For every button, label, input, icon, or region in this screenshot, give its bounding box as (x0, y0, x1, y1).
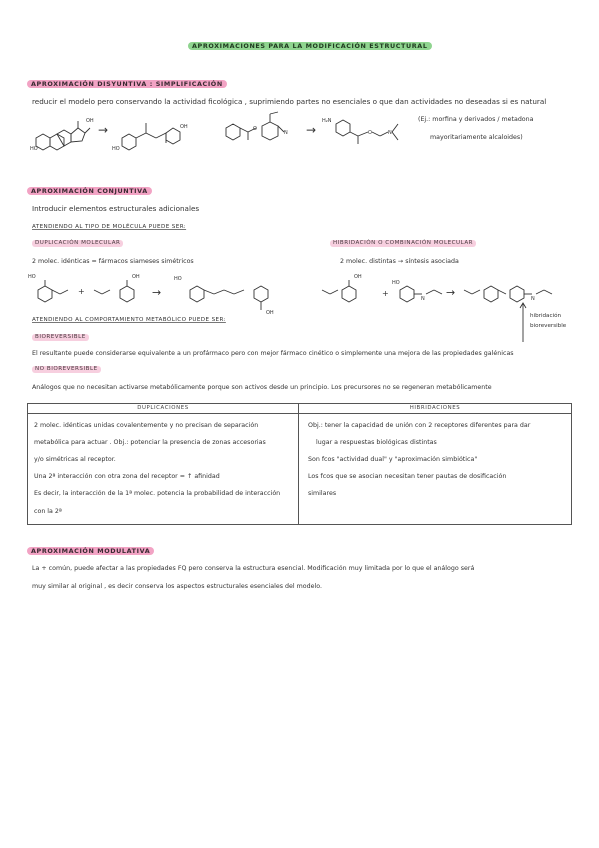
dup-line-2: metabólica para actuar . Obj.: potenciar la presencia de zonas accesorias (34, 439, 266, 446)
arrow-1: → (98, 123, 109, 137)
procaine-h2n-label: H₂N (322, 118, 332, 124)
steroid-oh-label: OH (86, 118, 94, 124)
dup-oh-label-1: OH (132, 274, 140, 280)
hibridacion-label: HIBRIDACIÓN O COMBINACIÓN MOLECULAR (330, 240, 476, 247)
simplified-ho-label: HO (112, 146, 120, 152)
hib-line-4: Los fcos que se asocian necesitan tener pautas de dosificación (308, 473, 507, 480)
dup-line-3: y/o simétricas al receptor. (34, 456, 116, 463)
dup-ho-label-1: HO (28, 274, 36, 280)
conjuntiva-heading: APROXIMACIÓN CONJUNTIVA (27, 187, 152, 195)
hyb-ho-label: HO (392, 280, 400, 286)
hyb-n-label-2: N (531, 296, 535, 302)
hyb-n-label-1: N (421, 296, 425, 302)
conjuntiva-by-type: ATENDIENDO AL TIPO DE MOLÉCULA PUEDE SER: (32, 224, 187, 230)
dup-arrow: → (152, 286, 162, 299)
comparison-table (27, 403, 572, 525)
dup-plus: + (78, 287, 85, 296)
conjuntiva-by-metabolism: ATENDIENDO AL COMPORTAMIENTO METABÓLICO PUEDE SER: (32, 317, 226, 323)
hib-line-5: similares (308, 490, 337, 497)
cocaine-n-label: N (284, 130, 288, 136)
modulativa-line-1: La + común, puede afectar a las propiedades FQ pero conserva la estructura esencial. Modificación muy limitada por lo que el análogo será (32, 565, 475, 572)
dup-line-6: con la 2ª (34, 508, 62, 515)
dup-line-4: Una 2ª interacción con otra zona del receptor = ↑ afinidad (34, 473, 220, 480)
hib-note-1: hibridación (530, 313, 562, 319)
simplified-oh-label: OH (180, 124, 188, 130)
duplicacion-desc: 2 molec. idénticas = fármacos siameses simétricos (32, 258, 194, 265)
steroid-structure (30, 108, 94, 156)
no-bioreversible-label: NO BIOREVERSIBLE (32, 366, 101, 373)
hibridacion-desc: 2 molec. distintas → síntesis asociada (340, 258, 459, 265)
steroid-ho-label: HO (30, 146, 38, 152)
disyuntiva-example-1: (Ej.: morfina y derivados / metadona (418, 116, 534, 123)
procaine-n-label: N (388, 130, 392, 136)
procaine-o-label: O (368, 130, 372, 136)
bioreversible-text: El resultante puede considerarse equivalente a un profármaco pero con mejor fármaco cinético o simplemente una mejora de las propiedades galénicas (32, 350, 514, 357)
duplicacion-label: DUPLICACIÓN MOLECULAR (32, 240, 123, 247)
disyuntiva-heading: APROXIMACIÓN DISYUNTIVA : SIMPLIFICACIÓN (27, 80, 227, 88)
dup-oh-label-2: OH (266, 310, 274, 316)
hib-line-2: lugar a respuestas biológicas distintas (316, 439, 437, 446)
duplication-scheme (28, 268, 318, 316)
procaine-structure (322, 110, 414, 154)
disyuntiva-example-2: mayoritariamente alcaloides) (430, 134, 523, 141)
no-bioreversible-text: Análogos que no necesitan activarse metabólicamente porque son activos desde un principio. Los precursores no se regeneran metabólicamente (32, 384, 492, 391)
hyb-plus: + (382, 289, 389, 298)
hybridization-scheme (320, 268, 580, 316)
hib-line-3: Son fcos "actividad dual" y "aproximación simbiótica" (308, 456, 478, 463)
arrow-2: → (306, 123, 317, 137)
cocaine-structure (222, 108, 302, 156)
dup-line-5: Es decir, la interacción de la 1ª molec. potencia la probabilidad de interacción (34, 490, 281, 497)
hyb-oh-label-1: OH (354, 274, 362, 280)
table-header-hibridaciones: HIBRIDACIONES (299, 404, 571, 414)
modulativa-heading: APROXIMACIÓN MODULATIVA (27, 547, 154, 555)
modulativa-line-2: muy similar al original , es decir conserva los aspectos estructurales esenciales del modelo. (32, 583, 322, 590)
hyb-arrow: → (446, 286, 456, 299)
dup-ho-label-2: HO (174, 276, 182, 282)
table-column-separator (298, 404, 299, 524)
conjuntiva-intro: Introducir elementos estructurales adicionales (32, 204, 200, 213)
page-title: APROXIMACIONES PARA LA MODIFICACIÓN ESTRUCTURAL (188, 42, 432, 50)
hib-line-1: Obj.: tener la capacidad de unión con 2 receptores diferentes para dar (308, 422, 531, 429)
up-arrow (520, 302, 526, 342)
dup-line-1: 2 molec. idénticas unidas covalentemente y no precisan de separación (34, 422, 259, 429)
bioreversible-label: BIOREVERSIBLE (32, 334, 89, 341)
table-header-duplicaciones: DUPLICACIONES (28, 404, 298, 414)
hib-note-2: bioreversible (530, 323, 567, 329)
simplified-structure (112, 108, 204, 156)
cocaine-o-label: O (253, 126, 257, 132)
disyuntiva-text: reducir el modelo pero conservando la actividad ficológica , suprimiendo partes no esenciales o que dan actividades no deseadas si es natural (32, 97, 547, 106)
